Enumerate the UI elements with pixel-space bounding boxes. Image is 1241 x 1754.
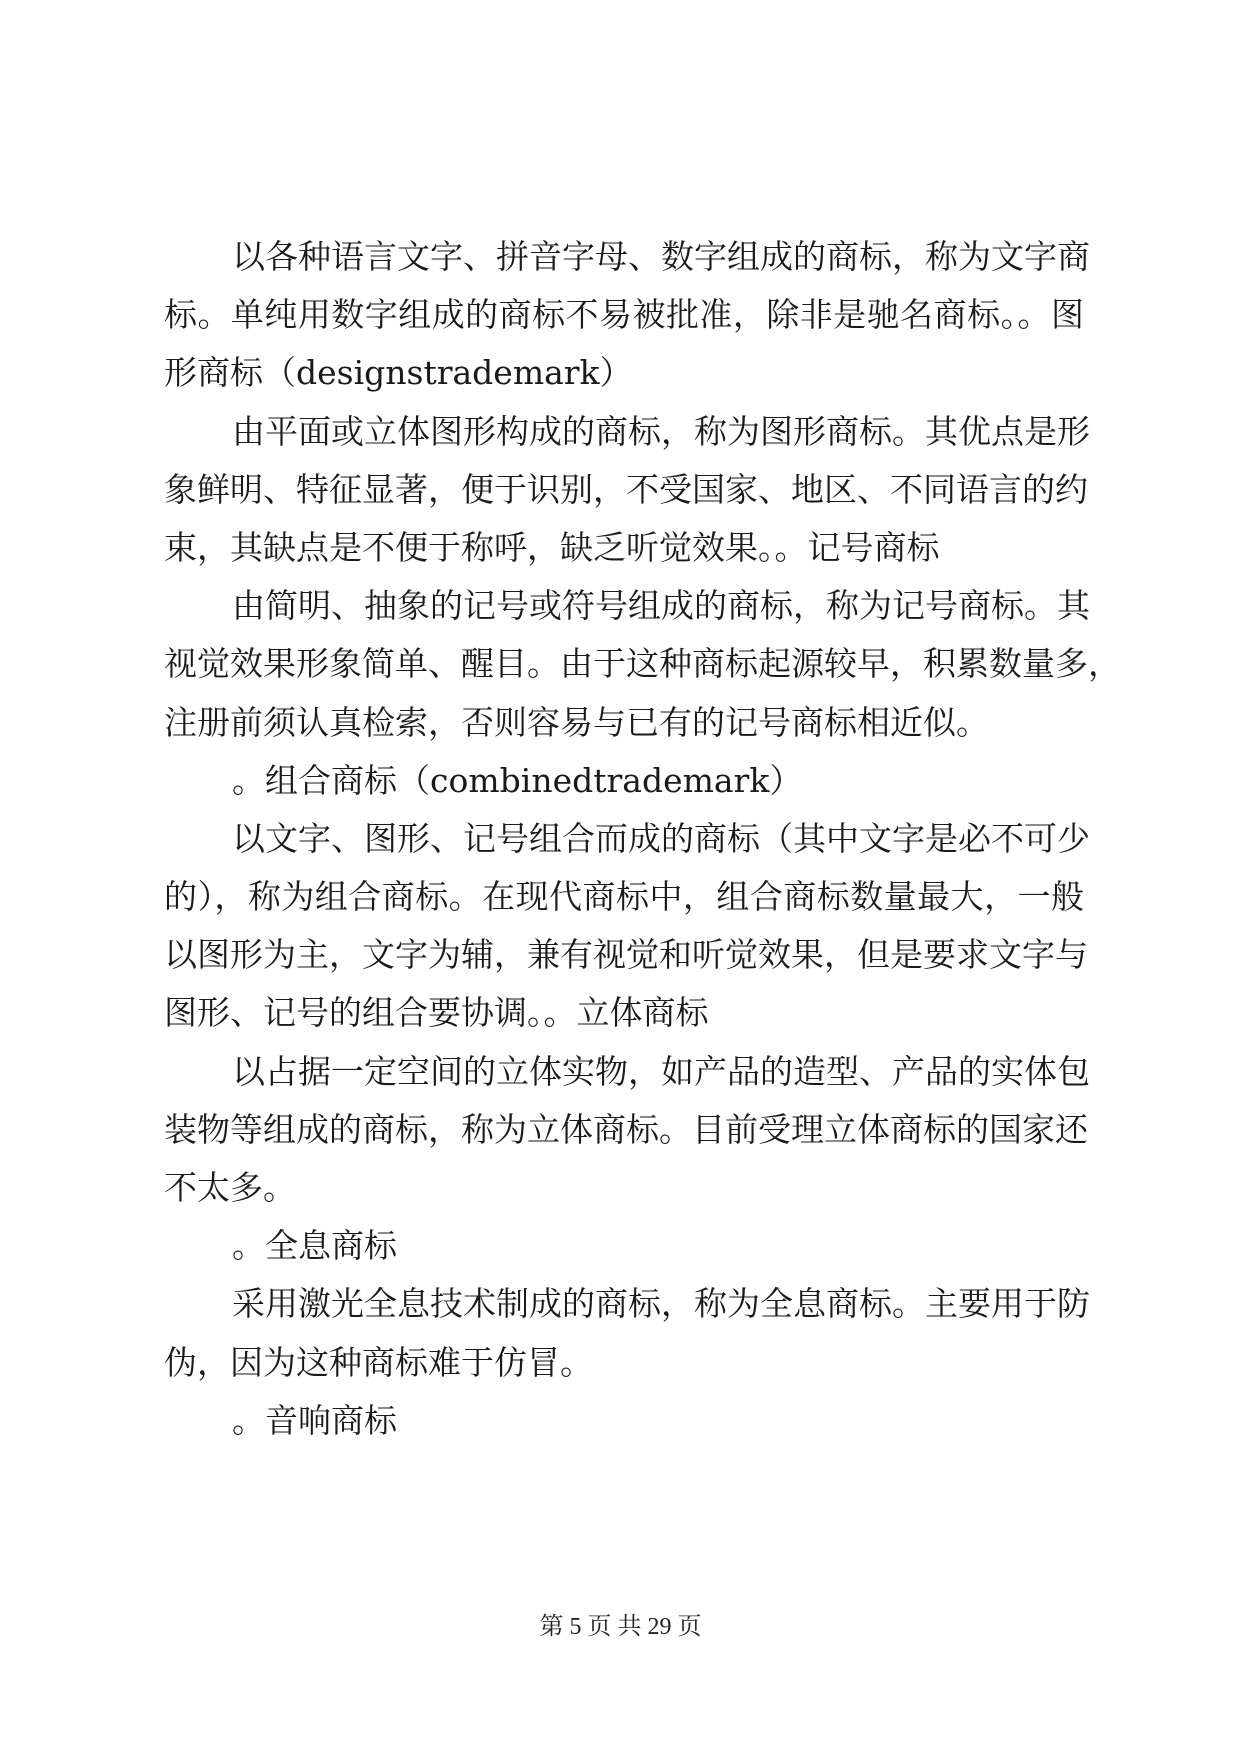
paragraph-line: 采用激光全息技术制成的商标，称为全息商标。主要用于防 xyxy=(232,1284,1090,1324)
paragraph-line: 由平面或立体图形构成的商标，称为图形商标。其优点是形 xyxy=(232,411,1090,451)
document-body xyxy=(164,228,1121,1450)
paragraph-line: 形商标（designstrademark） xyxy=(164,353,633,393)
paragraph-line: 标。单纯用数字组成的商标不易被批准，除非是驰名商标。。图 xyxy=(164,295,1084,335)
paragraph-line: 的），称为组合商标。在现代商标中，组合商标数量最大，一般 xyxy=(164,877,1084,917)
page-number-footer: 第 5 页 共 29 页 xyxy=(539,1614,702,1640)
paragraph-line: 以各种语言文字、拼音字母、数字组成的商标，称为文字商 xyxy=(232,237,1090,276)
paragraph-line: 装物等组成的商标，称为立体商标。目前受理立体商标的国家还 xyxy=(164,1109,1088,1149)
paragraph-line: 视觉效果形象简单、醒目。由于这种商标起源较早，积累数量多， xyxy=(164,644,1121,684)
paragraph-line: 束，其缺点是不便于称呼，缺乏听觉效果。。记号商标 xyxy=(164,527,940,567)
section-heading: 。音响商标 xyxy=(232,1400,397,1440)
paragraph-line: 不太多。 xyxy=(164,1168,296,1207)
paragraph-line: 以图形为主，文字为辅，兼有视觉和听觉效果，但是要求文字与 xyxy=(164,935,1088,975)
paragraph-line: 象鲜明、特征显著，便于识别，不受国家、地区、不同语言的约 xyxy=(164,469,1088,509)
section-heading: 。全息商标 xyxy=(232,1226,397,1266)
paragraph-line: 注册前须认真检索，否则容易与已有的记号商标相近似。 xyxy=(164,702,989,742)
paragraph-line: 以占据一定空间的立体实物，如产品的造型、产品的实体包 xyxy=(232,1051,1090,1091)
paragraph-line: 图形、记号的组合要协调。。立体商标 xyxy=(164,993,709,1033)
paragraph-line: 伪，因为这种商标难于仿冒。 xyxy=(164,1342,593,1382)
section-heading: 。组合商标（combinedtrademark） xyxy=(232,760,803,800)
paragraph-line: 由简明、抽象的记号或符号组成的商标，称为记号商标。其 xyxy=(232,586,1090,626)
paragraph-line: 以文字、图形、记号组合而成的商标（其中文字是必不可少 xyxy=(232,818,1090,858)
